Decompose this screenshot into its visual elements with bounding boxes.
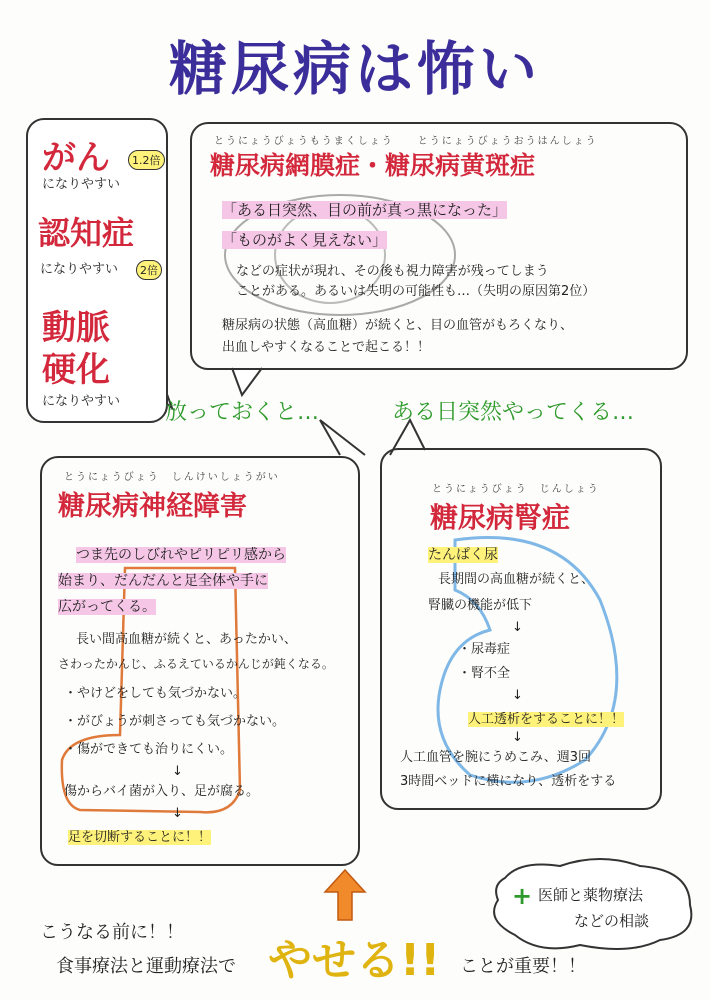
retinopathy-text-1: などの症状が現れ、その後も視力障害が残ってしまう <box>236 264 549 279</box>
cancer-badge: 1.2倍 <box>128 150 165 170</box>
dementia-sub: になりやすい <box>40 262 119 277</box>
neuropathy-line-10: 足を切断することに！！ <box>68 830 212 845</box>
connector-left: 放っておくと… <box>165 400 320 425</box>
nephropathy-line-1: たんぱく尿 <box>428 547 498 563</box>
neuropathy-heading: 糖尿病神経障害 <box>58 491 247 522</box>
neuropathy-box <box>40 456 360 866</box>
bottom-big: やせる!! <box>268 935 441 986</box>
nephropathy-box <box>380 448 662 810</box>
neuropathy-line-6: ・やけどをしても気づかない。 <box>64 686 247 701</box>
neuropathy-ruby: とうにょうびょう しんけいしょうがい <box>64 472 280 483</box>
bottom-line-2a: 食事療法と運動療法で <box>56 956 236 977</box>
neuropathy-arrow-2: ↓ <box>172 806 183 821</box>
cancer-sub: になりやすい <box>42 177 121 192</box>
up-arrow-icon <box>325 870 365 920</box>
nephropathy-line-5: ・腎不全 <box>458 666 511 681</box>
connector-right: ある日突然やってくる… <box>392 400 635 425</box>
retinopathy-text-4: 出血しやすくなることで起こる！！ <box>222 340 431 355</box>
retinopathy-text-2: ことがある。あるいは失明の可能性も…（失明の原因第2位） <box>236 284 596 299</box>
plus-icon: + <box>512 882 533 910</box>
nephropathy-line-3: 腎臓の機能が低下 <box>428 598 533 613</box>
retinopathy-box <box>190 122 688 370</box>
retinopathy-quote-1: 「ある日突然、目の前が真っ黒になった」 <box>222 201 508 219</box>
nephropathy-arrow-3: ↓ <box>512 730 523 745</box>
nephropathy-line-4: ・尿毒症 <box>458 642 511 657</box>
arteriosclerosis-sub: になりやすい <box>42 394 121 409</box>
bottom-line-1: こうなる前に！！ <box>40 922 184 943</box>
bottom-line-2b: ことが重要！！ <box>460 956 586 977</box>
arteriosclerosis-label-2: 硬化 <box>42 350 110 390</box>
neuropathy-line-2: 始まり、だんだんと足全体や手に <box>58 573 268 589</box>
cancer-label: がん <box>42 138 110 178</box>
nephropathy-line-6: 人工透析をすることに！！ <box>468 712 625 727</box>
retinopathy-heading: 糖尿病網膜症・糖尿病黄斑症 <box>210 151 536 180</box>
dementia-label: 認知症 <box>38 214 135 252</box>
neuropathy-line-1: つま先のしびれやピリピリ感から <box>76 547 286 563</box>
nephropathy-arrow-1: ↓ <box>512 620 523 635</box>
neuropathy-arrow-1: ↓ <box>172 764 183 779</box>
retinopathy-ruby: とうにょうびょうもうまくしょう とうにょうびょうおうはんしょう <box>214 136 598 147</box>
risk-list-box <box>26 118 168 423</box>
page-title: 糖尿病は怖い <box>168 35 541 103</box>
nephropathy-heading: 糖尿病腎症 <box>430 501 571 534</box>
nephropathy-line-8: 3時間ベッドに横になり、透析をする <box>400 774 617 789</box>
neuropathy-line-7: ・がびょうが刺さっても気づかない。 <box>64 714 286 729</box>
neuropathy-line-3: 広がってくる。 <box>58 599 156 615</box>
nephropathy-line-7: 人工血管を腕にうめこみ、週3回 <box>400 750 592 765</box>
nephropathy-arrow-2: ↓ <box>512 688 523 703</box>
cloud-line-2: などの相談 <box>574 912 650 930</box>
neuropathy-line-9: 傷からバイ菌が入り、足が腐る。 <box>64 784 260 799</box>
arteriosclerosis-label-1: 動脈 <box>42 308 110 348</box>
nephropathy-line-2: 長期間の高血糖が続くと、 <box>438 572 595 587</box>
cloud-line-1: 医師と薬物療法 <box>538 886 644 904</box>
neuropathy-line-4: 長い間高血糖が続くと、あったかい、 <box>76 632 297 647</box>
retinopathy-text-3: 糖尿病の状態（高血糖）が続くと、目の血管がもろくなり、 <box>222 318 574 333</box>
neuropathy-line-8: ・傷ができても治りにくい。 <box>64 742 234 757</box>
dementia-badge: 2倍 <box>136 260 162 280</box>
retinopathy-quote-2: 「ものがよく見えない」 <box>222 231 388 249</box>
nephropathy-ruby: とうにょうびょう じんしょう <box>432 484 600 495</box>
neuropathy-line-5: さわったかんじ、ふるえているかんじが鈍くなる。 <box>58 657 334 671</box>
